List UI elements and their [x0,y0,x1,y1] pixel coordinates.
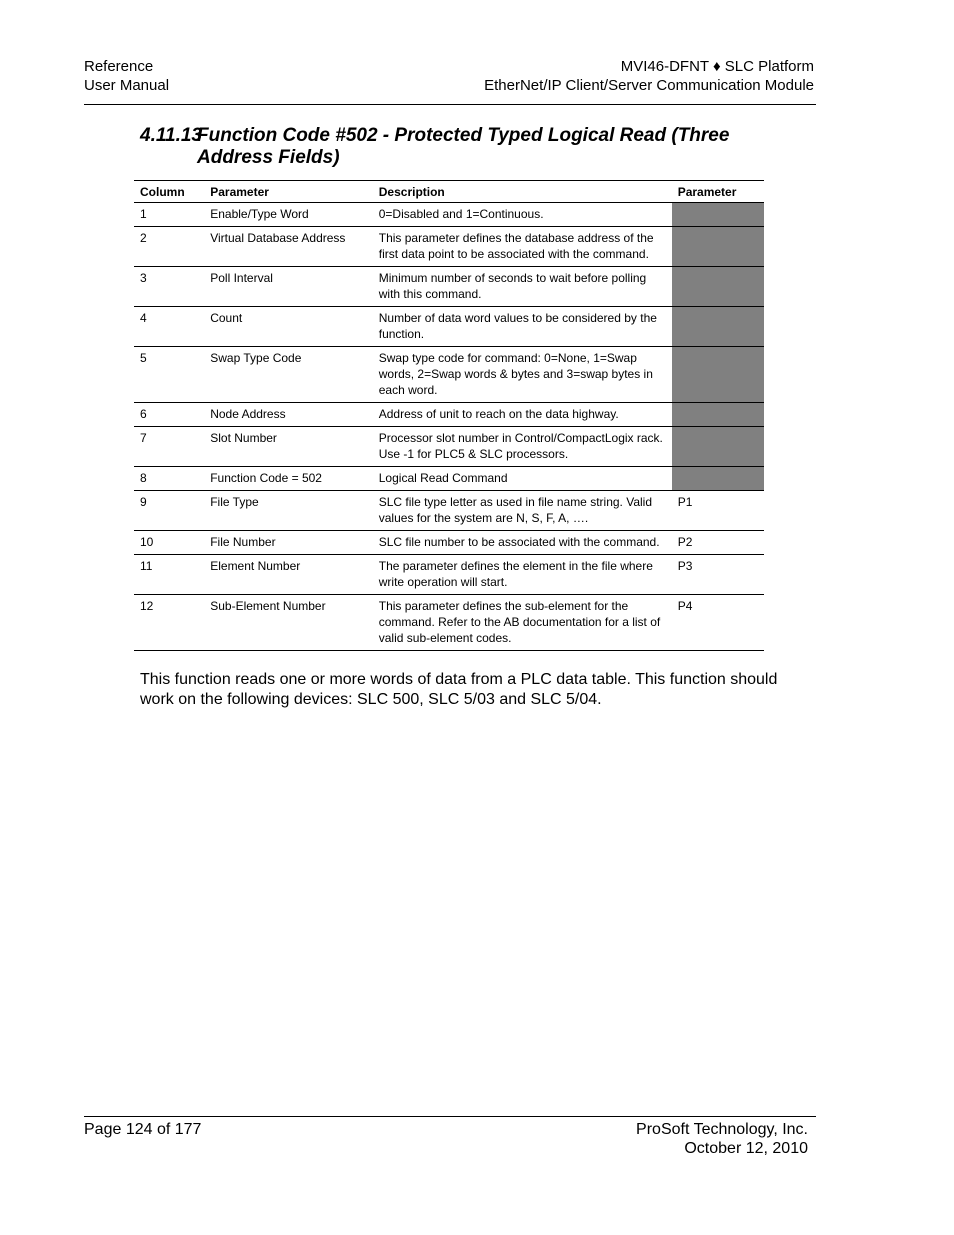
cell-column: 7 [134,427,204,467]
cell-description: Minimum number of seconds to wait before polling with this command. [373,267,672,307]
cell-description: Address of unit to reach on the data highway. [373,403,672,427]
cell-param-shaded [672,427,764,467]
cell-description: SLC file type letter as used in file name string. Valid values for the system are N, S, F, A, …. [373,491,672,531]
cell-parameter: Node Address [204,403,373,427]
column-header-column: Column [134,181,204,203]
cell-column: 3 [134,267,204,307]
header-section-name: Reference [84,58,154,75]
cell-parameter: Virtual Database Address [204,227,373,267]
cell-description: This parameter defines the sub-element for the command. Refer to the AB documentation for a list of valid sub-element codes. [373,595,672,651]
cell-parameter: Poll Interval [204,267,373,307]
header-divider [84,104,816,105]
cell-parameter: File Type [204,491,373,531]
table-row [134,307,764,347]
cell-column: 6 [134,403,204,427]
cell-parameter: Function Code = 502 [204,467,373,491]
cell-parameter: Slot Number [204,427,373,467]
parameter-table [134,180,764,651]
footer-right [636,1120,808,1158]
table-row [134,267,764,307]
cell-description: The parameter defines the element in the file where write operation will start. [373,555,672,595]
cell-column: 5 [134,347,204,403]
cell-param-shaded [672,307,764,347]
cell-column: 2 [134,227,204,267]
cell-param-shaded [672,467,764,491]
header-left [84,57,169,95]
cell-param-shaded [672,403,764,427]
cell-param-code: P3 [672,555,764,595]
cell-parameter: File Number [204,531,373,555]
column-header-param-code: Parameter [672,181,764,203]
column-header-description: Description [373,181,672,203]
cell-parameter: Count [204,307,373,347]
cell-description: Swap type code for command: 0=None, 1=Swap words, 2=Swap words & bytes and 3=swap bytes in each word. [373,347,672,403]
footer-date: October 12, 2010 [684,1140,808,1157]
header-doc-type: User Manual [84,77,170,94]
cell-column: 10 [134,531,204,555]
footer-company: ProSoft Technology, Inc. [636,1121,808,1138]
cell-param-code: P4 [672,595,764,651]
table-row [134,555,764,595]
body-paragraph: This function reads one or more words of data from a PLC data table. This function should work on the following devices: SLC 500, SLC 5/03 and SLC 5/04. [140,671,778,708]
cell-param-code: P2 [672,531,764,555]
cell-column: 4 [134,307,204,347]
table-row [134,491,764,531]
cell-column: 9 [134,491,204,531]
table-row [134,403,764,427]
cell-parameter: Element Number [204,555,373,595]
header-module: EtherNet/IP Client/Server Communication Module [484,77,814,94]
section-heading [140,125,780,169]
header-product: MVI46-DFNT ♦ SLC Platform [620,58,814,75]
section-number: 4.11.13 [140,125,202,146]
cell-description: SLC file number to be associated with the command. [373,531,672,555]
table-row [134,227,764,267]
table-row [134,467,764,491]
cell-parameter: Swap Type Code [204,347,373,403]
cell-column: 1 [134,203,204,227]
cell-description: Logical Read Command [373,467,672,491]
footer-divider [84,1116,816,1117]
cell-param-code: P1 [672,491,764,531]
cell-param-shaded [672,227,764,267]
table-row [134,427,764,467]
cell-param-shaded [672,203,764,227]
section-title-line2: Address Fields) [197,147,340,168]
table-row [134,531,764,555]
table-row [134,203,764,227]
cell-column: 8 [134,467,204,491]
cell-param-shaded [672,267,764,307]
cell-parameter: Enable/Type Word [204,203,373,227]
cell-column: 11 [134,555,204,595]
cell-description: This parameter defines the database address of the first data point to be associated with the command. [373,227,672,267]
section-title-line1: Function Code #502 - Protected Typed Logical Read (Three [197,125,730,146]
column-header-parameter: Parameter [204,181,373,203]
cell-parameter: Sub-Element Number [204,595,373,651]
cell-param-shaded [672,347,764,403]
cell-description: Processor slot number in Control/CompactLogix rack. Use -1 for PLC5 & SLC processors. [373,427,672,467]
table-row [134,347,764,403]
table-header-row [134,181,764,203]
table-row [134,595,764,651]
footer-page-number: Page 124 of 177 [84,1121,202,1138]
header-right [484,57,814,95]
cell-description: Number of data word values to be considered by the function. [373,307,672,347]
cell-description: 0=Disabled and 1=Continuous. [373,203,672,227]
cell-column: 12 [134,595,204,651]
